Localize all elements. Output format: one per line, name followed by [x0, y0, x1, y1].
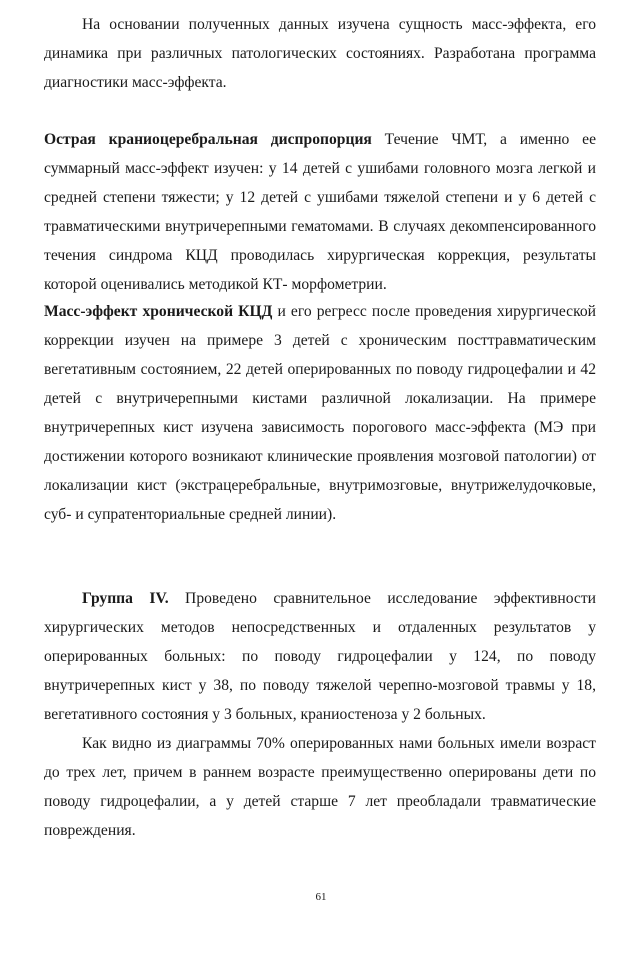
paragraph-heading: Группа IV.	[82, 590, 169, 607]
paragraph-chronic-kcd	[44, 297, 596, 529]
paragraph-group-iv	[44, 584, 596, 729]
paragraph-heading: Масс-эффект хронической КЦД	[44, 303, 273, 320]
paragraph-text: Течение ЧМТ, а именно ее суммарный масс-эффект изучен: у 14 детей с ушибами головного мозга легкой и средней степени тяжести; у 12 детей с ушибами тяжелой степени и у 6 детей с травматическими внутричерепными гематомами. В случаях декомпенсированного течения синдрома КЦД проводилась хирургическая коррекция, результаты которой оценивались методикой КТ- морфометрии.	[44, 131, 596, 293]
paragraph-text: и его регресс после проведения хирургической коррекции изучен на примере 3 детей с хроническим посттравматическим вегетативным состоянием, 22 детей оперированных по поводу гидроцефалии и 42 детей с внутричерепными кистами различной локализации. На примере внутричерепных кист изучена зависимость порогового масс-эффекта (МЭ при достижении которого возникают клинические проявления мозговой патологии) от локализации кист (экстрацеребральные, внутримозговые, внутрижелудочковые, суб- и супратенториальные средней линии).	[44, 303, 597, 523]
paragraph-text: Проведено сравнительное исследование эффективности хирургических методов непосредственных и отдаленных результатов у оперированных больных: по поводу гидроцефалии у 124, по поводу внутричерепных кист у 38, по поводу тяжелой черепно-мозговой травмы у 18, вегетативного состояния у 3 больных, краниостеноза у 2 больных.	[44, 590, 596, 723]
paragraph-text: Как видно из диаграммы 70% оперированных нами больных имели возраст до трех лет, причем в раннем возрасте преимущественно оперированы дети по поводу гидроцефалии, а у детей старше 7 лет преобладали травматические повреждения.	[44, 735, 596, 839]
paragraph-diagram-summary	[44, 729, 596, 845]
page-number: 61	[315, 891, 327, 903]
paragraph-mass-effect-intro	[44, 10, 596, 97]
paragraph-acute-kcd	[44, 125, 596, 299]
paragraph-heading: Острая краниоцеребральная диспропорция	[44, 131, 372, 148]
paragraph-text: На основании полученных данных изучена сущность масс-эффекта, его динамика при различных патологических состояниях. Разработана программа диагностики масс-эффекта.	[44, 16, 596, 91]
